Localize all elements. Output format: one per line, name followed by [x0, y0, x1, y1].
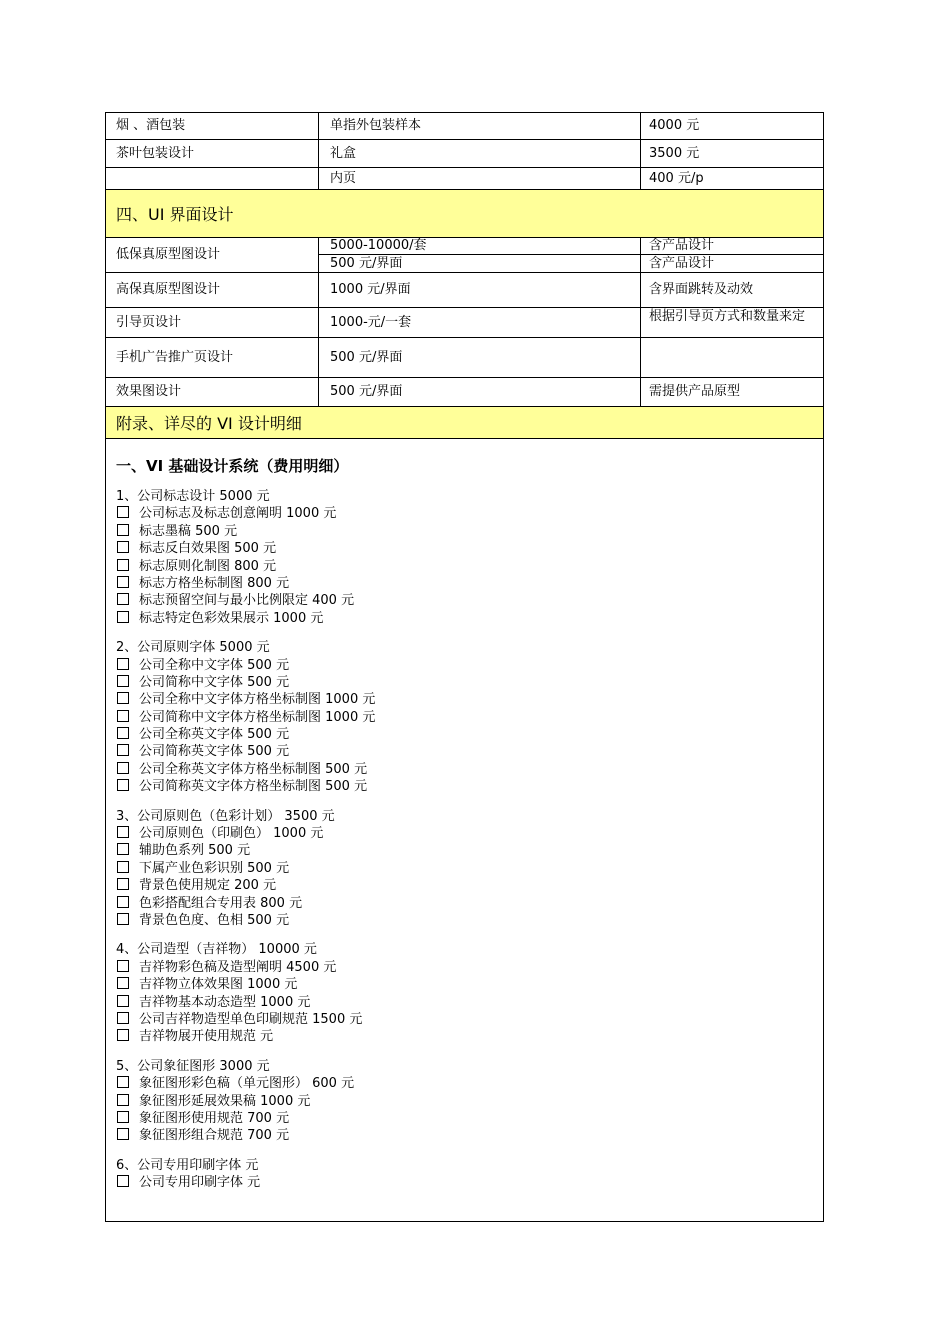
- list-item: [116, 825, 823, 842]
- detail-group: [116, 1058, 823, 1145]
- detail-title: 一、VI 基础设计系统（费用明细）: [116, 457, 349, 475]
- item-name: 引导页设计: [106, 308, 319, 337]
- checkbox-icon[interactable]: [117, 675, 129, 687]
- list-item-label: 标志原则化制图 800 元: [139, 558, 277, 574]
- checkbox-icon[interactable]: [117, 710, 129, 722]
- list-item: [116, 1110, 823, 1127]
- table-row: [106, 308, 823, 338]
- checkbox-icon[interactable]: [117, 576, 129, 588]
- list-item: [116, 505, 823, 522]
- table-row: [106, 273, 823, 308]
- table-row: [106, 168, 823, 190]
- item-spec: 5000-10000/套: [319, 238, 640, 255]
- detail-groups: [116, 488, 823, 1191]
- list-item-label: 公司原则色（印刷色） 1000 元: [139, 826, 324, 842]
- checkbox-icon[interactable]: [117, 524, 129, 536]
- checkbox-icon[interactable]: [117, 1076, 129, 1088]
- list-item: [116, 959, 823, 976]
- item-name: 烟 、酒包装: [106, 113, 319, 139]
- vi-detail-list: [106, 439, 823, 1191]
- list-item: [116, 523, 823, 540]
- item-price: 1000-元/一套: [319, 308, 641, 337]
- list-item-label: 公司全称中文字体方格坐标制图 1000 元: [139, 692, 376, 708]
- checkbox-icon[interactable]: [117, 826, 129, 838]
- list-item: [116, 1028, 823, 1045]
- list-item: [116, 592, 823, 609]
- list-item: [116, 558, 823, 575]
- item-note-split: [641, 238, 823, 272]
- checkbox-icon[interactable]: [117, 744, 129, 756]
- list-item: [116, 1075, 823, 1092]
- list-item-label: 吉祥物立体效果图 1000 元: [139, 977, 298, 993]
- list-item-label: 吉祥物基本动态造型 1000 元: [139, 994, 311, 1010]
- list-item: [116, 691, 823, 708]
- checkbox-icon[interactable]: [117, 559, 129, 571]
- group-heading: 5、公司象征图形 3000 元: [116, 1058, 270, 1074]
- list-item-label: 公司吉祥物造型单色印刷规范 1500 元: [139, 1011, 363, 1027]
- item-spec: 500 元/界面: [330, 255, 403, 271]
- list-item-label: 公司标志及标志创意阐明 1000 元: [139, 506, 337, 522]
- item-name: 低保真原型图设计: [106, 238, 319, 272]
- item-spec: 礼盒: [319, 140, 641, 167]
- group-heading: 2、公司原则字体 5000 元: [116, 640, 270, 656]
- checkbox-icon[interactable]: [117, 1094, 129, 1106]
- detail-group: [116, 639, 823, 796]
- list-item-label: 标志反白效果图 500 元: [139, 541, 277, 557]
- item-note: 需提供产品原型: [649, 384, 741, 400]
- checkbox-icon[interactable]: [117, 977, 129, 989]
- checkbox-icon[interactable]: [117, 861, 129, 873]
- list-item: [116, 575, 823, 592]
- checkbox-icon[interactable]: [117, 1128, 129, 1140]
- section-title: 四、UI 界面设计: [116, 205, 234, 224]
- list-item: [116, 761, 823, 778]
- group-heading: 6、公司专用印刷字体 元: [116, 1157, 259, 1173]
- list-item-label: 公司简称英文字体 500 元: [139, 744, 290, 760]
- table-row: [106, 378, 823, 407]
- detail-group: [116, 488, 823, 627]
- checkbox-icon[interactable]: [117, 913, 129, 925]
- list-item-label: 公司简称英文字体方格坐标制图 500 元: [139, 779, 368, 795]
- item-spec: 单指外包装样本: [319, 113, 641, 139]
- checkbox-icon[interactable]: [117, 692, 129, 704]
- detail-group: [116, 941, 823, 1045]
- group-heading: 1、公司标志设计 5000 元: [116, 489, 270, 504]
- item-name: 茶叶包装设计: [106, 140, 319, 167]
- item-price: 500 元/界面: [319, 378, 641, 406]
- list-item: [116, 674, 823, 691]
- section-heading-appendix: [106, 407, 823, 439]
- list-item-label: 标志墨稿 500 元: [139, 523, 238, 539]
- item-name: [106, 168, 319, 189]
- list-item: [116, 540, 823, 557]
- item-note: 含产品设计: [641, 238, 823, 255]
- list-item-label: 公司全称中文字体 500 元: [139, 657, 290, 673]
- list-item-label: 象征图形使用规范 700 元: [139, 1110, 290, 1126]
- checkbox-icon[interactable]: [117, 658, 129, 670]
- pricing-document: [105, 112, 824, 1222]
- item-price: 4000 元: [649, 118, 700, 134]
- list-item-label: 象征图形彩色稿（单元图形） 600 元: [139, 1076, 355, 1092]
- checkbox-icon[interactable]: [117, 1029, 129, 1041]
- list-item: [116, 842, 823, 859]
- list-item-label: 公司专用印刷字体 元: [139, 1175, 261, 1191]
- item-price: 400 元/p: [649, 170, 704, 186]
- table-row: [106, 113, 823, 140]
- table-row: [106, 338, 823, 378]
- list-item-label: 公司简称中文字体方格坐标制图 1000 元: [139, 709, 376, 725]
- checkbox-icon[interactable]: [117, 762, 129, 774]
- detail-group: [116, 1157, 823, 1192]
- list-item-label: 象征图形组合规范 700 元: [139, 1128, 290, 1144]
- item-name: 效果图设计: [106, 378, 319, 406]
- group-heading: 3、公司原则色（色彩计划） 3500 元: [116, 808, 335, 824]
- list-item: [116, 1174, 823, 1191]
- section-title: 附录、详尽的 VI 设计明细: [116, 414, 302, 433]
- checkbox-icon[interactable]: [117, 779, 129, 791]
- list-item-label: 标志预留空间与最小比例限定 400 元: [139, 593, 355, 609]
- list-item: [116, 1093, 823, 1110]
- checkbox-icon[interactable]: [117, 506, 129, 518]
- list-item-label: 吉祥物彩色稿及造型阐明 4500 元: [139, 959, 337, 975]
- checkbox-icon[interactable]: [117, 843, 129, 855]
- checkbox-icon[interactable]: [117, 1012, 129, 1024]
- list-item-label: 标志特定色彩效果展示 1000 元: [139, 610, 324, 626]
- checkbox-icon[interactable]: [117, 541, 129, 553]
- checkbox-icon[interactable]: [117, 727, 129, 739]
- list-item: [116, 994, 823, 1011]
- checkbox-icon[interactable]: [117, 995, 129, 1007]
- checkbox-icon[interactable]: [117, 960, 129, 972]
- group-heading: 4、公司造型（吉祥物） 10000 元: [116, 942, 317, 958]
- table-row: [106, 140, 823, 168]
- list-item: [116, 778, 823, 795]
- list-item-label: 色彩搭配组合专用表 800 元: [139, 895, 303, 911]
- detail-group: [116, 808, 823, 930]
- list-item: [116, 610, 823, 627]
- list-item: [116, 976, 823, 993]
- item-note: 根据引导页方式和数量来定: [649, 309, 806, 324]
- list-item-label: 下属产业色彩识别 500 元: [139, 860, 290, 876]
- checkbox-icon[interactable]: [117, 593, 129, 605]
- list-item-label: 背景色使用规定 200 元: [139, 878, 277, 894]
- section-heading-ui: [106, 190, 823, 238]
- list-item: [116, 860, 823, 877]
- checkbox-icon[interactable]: [117, 611, 129, 623]
- list-item: [116, 657, 823, 674]
- item-price: 3500 元: [649, 145, 700, 161]
- list-item-label: 吉祥物展开使用规范 元: [139, 1029, 274, 1045]
- item-note: 含产品设计: [649, 255, 715, 271]
- list-item-label: 象征图形延展效果稿 1000 元: [139, 1093, 311, 1109]
- item-name: 手机广告推广页设计: [106, 338, 319, 377]
- item-note: [641, 338, 823, 377]
- item-price: 1000 元/界面: [319, 273, 641, 307]
- list-item: [116, 877, 823, 894]
- table-row-low-fidelity: [106, 238, 823, 273]
- list-item-label: 背景色色度、色相 500 元: [139, 912, 290, 928]
- list-item: [116, 912, 823, 929]
- checkbox-icon[interactable]: [117, 1111, 129, 1123]
- list-item: [116, 1011, 823, 1028]
- list-item-label: 辅助色系列 500 元: [139, 843, 251, 859]
- item-name: 高保真原型图设计: [106, 273, 319, 307]
- list-item-label: 标志方格坐标制图 800 元: [139, 575, 290, 591]
- list-item: [116, 1127, 823, 1144]
- list-item: [116, 726, 823, 743]
- list-item-label: 公司简称中文字体 500 元: [139, 674, 290, 690]
- item-spec-split: [319, 238, 641, 272]
- list-item: [116, 709, 823, 726]
- checkbox-icon[interactable]: [117, 878, 129, 890]
- list-item-label: 公司全称英文字体 500 元: [139, 727, 290, 743]
- list-item-label: 公司全称英文字体方格坐标制图 500 元: [139, 761, 368, 777]
- checkbox-icon[interactable]: [117, 1175, 129, 1187]
- item-spec: 内页: [319, 168, 641, 189]
- list-item: [116, 895, 823, 912]
- item-note: 含界面跳转及动效: [649, 282, 754, 298]
- list-item: [116, 743, 823, 760]
- checkbox-icon[interactable]: [117, 896, 129, 908]
- item-price: 500 元/界面: [319, 338, 641, 377]
